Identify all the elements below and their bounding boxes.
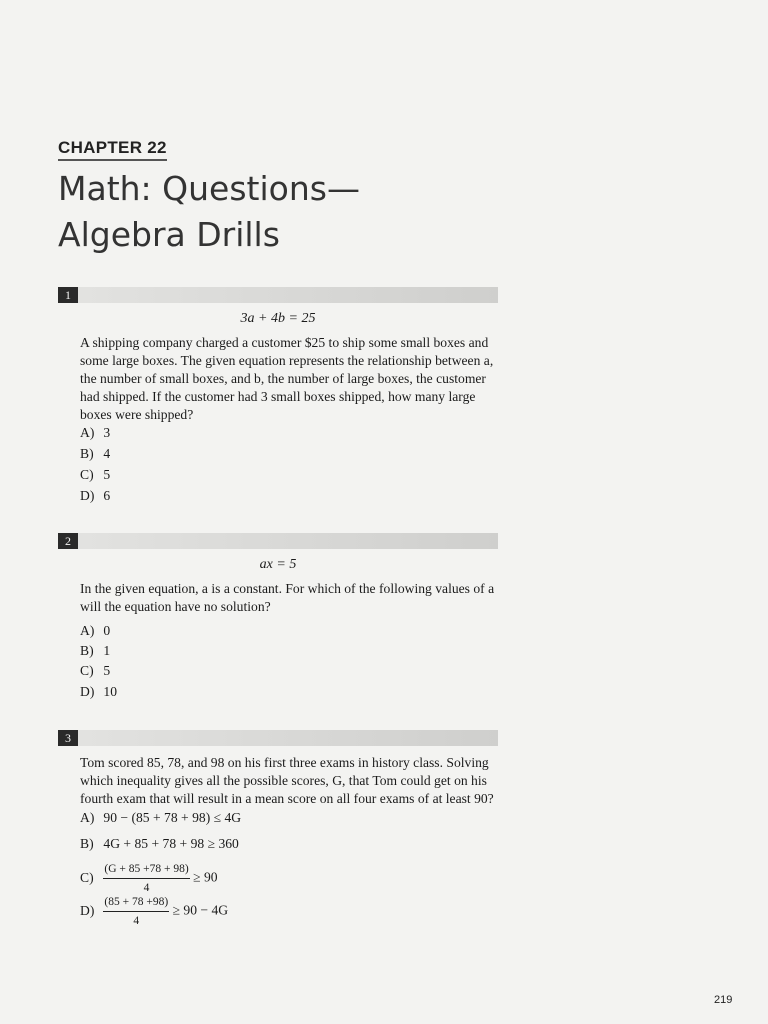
question-3-choice-c	[80, 860, 218, 897]
choice-label: B)	[80, 836, 94, 851]
choice-label: D)	[80, 902, 95, 918]
question-1-equation: 3a + 4b = 25	[240, 311, 316, 326]
question-2-stem: In the given equation, a is a constant. For which of the following values of a will the equation have no solution?	[80, 581, 495, 614]
question-2-choice-d	[80, 683, 117, 701]
question-1-choice-b	[80, 445, 110, 463]
choice-label: B)	[80, 446, 94, 461]
choice-text: 90 − (85 + 78 + 98) ≤ 4G	[103, 810, 242, 825]
choice-label: B)	[80, 643, 94, 658]
question-2-choice-b	[80, 642, 110, 660]
question-2-number: 2	[58, 533, 78, 549]
question-3-number: 3	[58, 730, 78, 746]
question-3-choice-a	[80, 809, 241, 827]
choice-text: 10	[103, 684, 117, 699]
choice-text: 1	[103, 643, 111, 658]
fraction	[103, 860, 189, 897]
choice-label: D)	[80, 684, 95, 699]
choice-label: C)	[80, 467, 94, 482]
question-1-choice-a	[80, 424, 110, 442]
choice-text: 0	[103, 623, 111, 638]
title-line-2: Algebra Drills	[58, 215, 280, 254]
question-2-header-bar	[58, 533, 498, 549]
question-1-header-bar	[58, 287, 498, 303]
fraction	[103, 893, 169, 930]
title-line-1: Math: Questions—	[58, 169, 360, 208]
choice-label: A)	[80, 425, 95, 440]
fraction-denominator: 4	[133, 915, 140, 927]
question-3-choice-d	[80, 893, 228, 930]
question-1-choice-d	[80, 487, 110, 505]
choice-label: A)	[80, 623, 95, 638]
question-1-choice-c	[80, 466, 110, 484]
question-2-choice-a	[80, 622, 110, 640]
chapter-label: CHAPTER 22	[58, 138, 167, 161]
question-3-choice-b	[80, 835, 239, 853]
question-3-header-bar	[58, 730, 498, 746]
choice-text: 5	[103, 663, 111, 678]
choice-text: 4G + 85 + 78 + 98 ≥ 360	[103, 836, 239, 851]
choice-text: 6	[103, 488, 111, 503]
choice-text: ≥ 90	[193, 869, 218, 885]
question-3-stem: Tom scored 85, 78, and 98 on his first three exams in history class. Solving which inequality gives all the possible scores, G, that Tom could get on his fourth exam that will result in a mean score on all four exams of at least 90?	[80, 755, 494, 806]
fraction-numerator: (G + 85 +78 + 98)	[103, 860, 189, 879]
choice-label: D)	[80, 488, 95, 503]
question-2-equation: ax = 5	[259, 557, 297, 572]
choice-text: 5	[103, 467, 111, 482]
choice-label: A)	[80, 810, 95, 825]
choice-text: ≥ 90 − 4G	[172, 902, 229, 918]
choice-text: 4	[103, 446, 111, 461]
fraction-numerator: (85 + 78 +98)	[103, 893, 169, 912]
question-1-stem: A shipping company charged a customer $25 to ship some small boxes and some large boxes. The given equation represents the relationship between a, the number of small boxes, and b, the number of large boxes, the customer had shipped. If the customer had 3 small boxes shipped, how many large boxes were shipped?	[80, 335, 494, 422]
choice-label: C)	[80, 869, 94, 885]
question-2-choice-c	[80, 662, 110, 680]
fraction-denominator: 4	[143, 882, 150, 894]
page-number: 219	[714, 994, 733, 1006]
page-title	[58, 166, 360, 258]
question-1-number: 1	[58, 287, 78, 303]
choice-text: 3	[103, 425, 111, 440]
choice-label: C)	[80, 663, 94, 678]
